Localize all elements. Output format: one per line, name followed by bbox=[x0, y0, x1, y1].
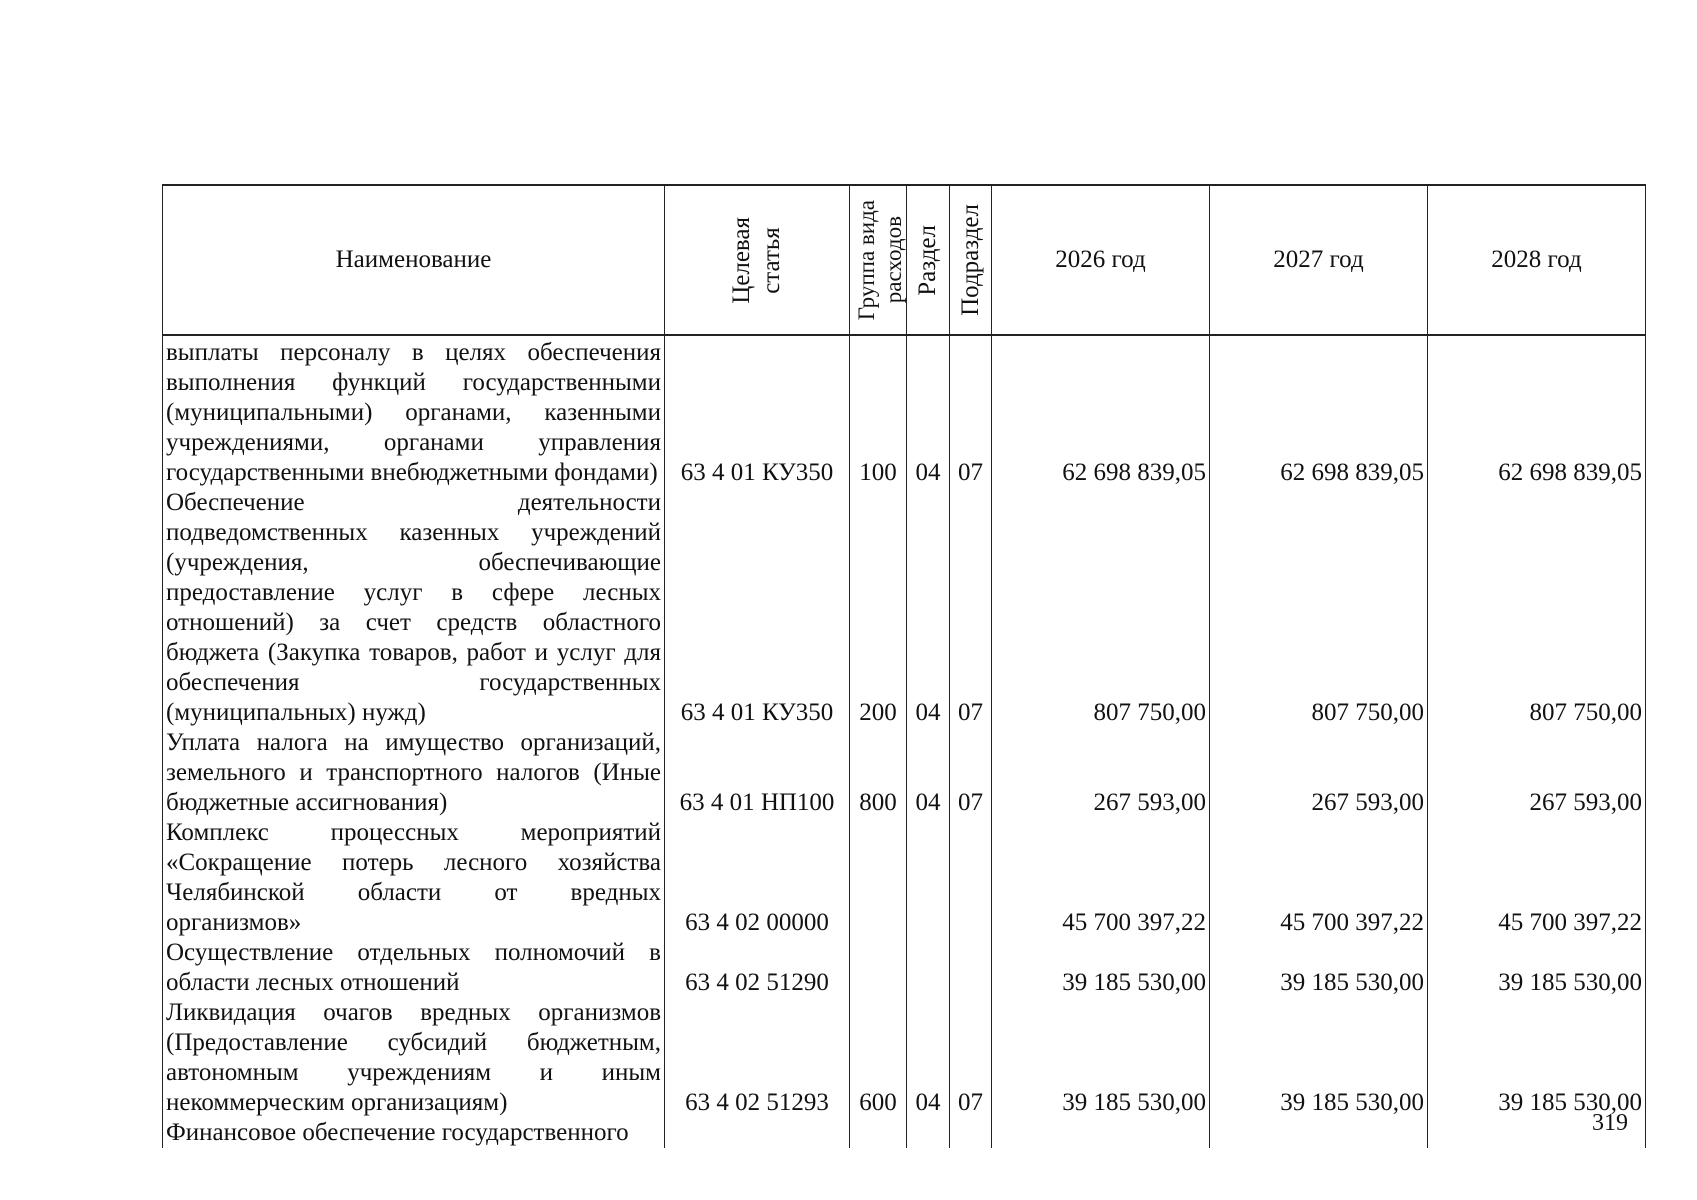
row-subsection: 07 bbox=[950, 728, 992, 818]
row-section bbox=[907, 1118, 950, 1148]
table-row bbox=[163, 1118, 1646, 1148]
table-row bbox=[163, 728, 1646, 818]
header-section: Раздел bbox=[907, 185, 950, 335]
table-row bbox=[163, 818, 1646, 938]
row-2026: 62 698 839,05 bbox=[992, 335, 1210, 488]
row-section: 04 bbox=[907, 488, 950, 728]
row-target-code: 63 4 01 НП100 bbox=[665, 728, 850, 818]
budget-table bbox=[162, 184, 1646, 1148]
row-section: 04 bbox=[907, 728, 950, 818]
row-name: Ликвидация очагов вредных организмов (Предоставление субсидий бюджетным, автономным учреждениям и иным некоммерческим организациям) bbox=[163, 998, 665, 1118]
row-group: 200 bbox=[850, 488, 907, 728]
row-subsection bbox=[950, 938, 992, 998]
row-section: 04 bbox=[907, 335, 950, 488]
row-subsection: 07 bbox=[950, 335, 992, 488]
row-2026 bbox=[992, 1118, 1210, 1148]
table-row bbox=[163, 335, 1646, 488]
header-subsection: Подраздел bbox=[950, 185, 992, 335]
row-target-code: 63 4 02 51290 bbox=[665, 938, 850, 998]
row-2028: 807 750,00 bbox=[1428, 488, 1646, 728]
row-target-code: 63 4 02 51293 bbox=[665, 998, 850, 1118]
row-subsection bbox=[950, 818, 992, 938]
row-2027 bbox=[1210, 1118, 1428, 1148]
table-header-row bbox=[163, 185, 1646, 335]
row-subsection bbox=[950, 1118, 992, 1148]
header-2026: 2026 год bbox=[992, 185, 1210, 335]
row-2028: 267 593,00 bbox=[1428, 728, 1646, 818]
row-2028: 39 185 530,00 bbox=[1428, 938, 1646, 998]
row-2028: 39 185 530,00 bbox=[1428, 998, 1646, 1118]
row-subsection: 07 bbox=[950, 488, 992, 728]
row-name: Уплата налога на имущество организаций, земельного и транспортного налогов (Иные бюджетные ассигнования) bbox=[163, 728, 665, 818]
row-group: 600 bbox=[850, 998, 907, 1118]
header-2028: 2028 год bbox=[1428, 185, 1646, 335]
row-2027: 62 698 839,05 bbox=[1210, 335, 1428, 488]
header-group: Группа вида расходов bbox=[850, 185, 907, 335]
row-name: Осуществление отдельных полномочий в области лесных отношений bbox=[163, 938, 665, 998]
row-2026: 39 185 530,00 bbox=[992, 938, 1210, 998]
page-number: 319 bbox=[1592, 1110, 1628, 1136]
row-name: выплаты персоналу в целях обеспечения выполнения функций государственными (муниципальными) органами, казенными учреждениями, органами управления государственными внебюджетными фондами) bbox=[163, 335, 665, 488]
row-name: Обеспечение деятельности подведомственных казенных учреждений (учреждения, обеспечивающие предоставление услуг в сфере лесных отношений) за счет средств областного бюджета (Закупка товаров, работ и услуг для обеспечения государственных (муниципальных) нужд) bbox=[163, 488, 665, 728]
row-group bbox=[850, 1118, 907, 1148]
row-group: 100 bbox=[850, 335, 907, 488]
row-2027: 45 700 397,22 bbox=[1210, 818, 1428, 938]
table-row bbox=[163, 488, 1646, 728]
header-name: Наименование bbox=[163, 185, 665, 335]
row-name: Финансовое обеспечение государственного bbox=[163, 1118, 665, 1148]
table-row bbox=[163, 938, 1646, 998]
table-row bbox=[163, 998, 1646, 1118]
row-section: 04 bbox=[907, 998, 950, 1118]
row-name: Комплекс процессных мероприятий «Сокращение потерь лесного хозяйства Челябинской области от вредных организмов» bbox=[163, 818, 665, 938]
row-group bbox=[850, 818, 907, 938]
row-group bbox=[850, 938, 907, 998]
row-target-code: 63 4 01 КУ350 bbox=[665, 335, 850, 488]
row-2027: 807 750,00 bbox=[1210, 488, 1428, 728]
row-2028: 45 700 397,22 bbox=[1428, 818, 1646, 938]
row-target-code: 63 4 01 КУ350 bbox=[665, 488, 850, 728]
row-2026: 807 750,00 bbox=[992, 488, 1210, 728]
row-2028: 62 698 839,05 bbox=[1428, 335, 1646, 488]
row-group: 800 bbox=[850, 728, 907, 818]
row-2026: 45 700 397,22 bbox=[992, 818, 1210, 938]
header-2027: 2027 год bbox=[1210, 185, 1428, 335]
row-2026: 267 593,00 bbox=[992, 728, 1210, 818]
row-target-code: 63 4 02 00000 bbox=[665, 818, 850, 938]
row-section bbox=[907, 938, 950, 998]
row-2027: 39 185 530,00 bbox=[1210, 998, 1428, 1118]
row-2027: 267 593,00 bbox=[1210, 728, 1428, 818]
row-2026: 39 185 530,00 bbox=[992, 998, 1210, 1118]
row-subsection: 07 bbox=[950, 998, 992, 1118]
row-2027: 39 185 530,00 bbox=[1210, 938, 1428, 998]
row-target-code bbox=[665, 1118, 850, 1148]
row-section bbox=[907, 818, 950, 938]
header-target: Целевая статья bbox=[665, 185, 850, 335]
